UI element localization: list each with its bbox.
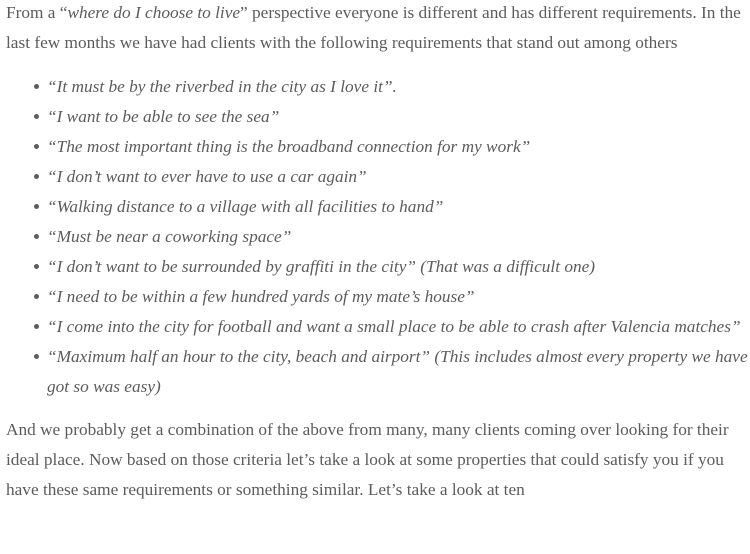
requirement-quote: “Must be near a coworking space” <box>47 227 292 246</box>
requirement-note: (That was a difficult one) <box>415 257 596 276</box>
requirement-quote: “I don’t want to ever have to use a car again” <box>47 167 367 186</box>
bullet-icon <box>34 234 39 239</box>
list-item <box>47 282 750 312</box>
list-item <box>47 162 750 192</box>
bullet-icon <box>34 174 39 179</box>
requirement-quote: “The most important thing is the broadband connection for my work” <box>47 137 531 156</box>
closing-paragraph: And we probably get a combination of the above from many, many clients coming over looking for their ideal place. Now based on those criteria let’s take a look at some properties that could satisfy you if you have these same requirements or something similar. Let’s take a look at ten <box>6 420 729 499</box>
list-item <box>47 192 750 222</box>
requirement-quote: “Maximum half an hour to the city, beach and airport” <box>47 347 431 366</box>
requirement-note: (This includes almost every property we have got so was easy) <box>47 347 748 396</box>
list-item <box>47 222 750 252</box>
bullet-icon <box>34 144 39 149</box>
bullet-icon <box>34 354 39 359</box>
requirement-quote: “Walking distance to a village with all facilities to hand” <box>47 197 444 216</box>
bullet-icon <box>34 204 39 209</box>
article-body <box>6 0 750 505</box>
list-item <box>47 132 750 162</box>
intro-emphasis: where do I choose to live <box>67 3 241 22</box>
requirement-quote: “I want to be able to see the sea” <box>47 107 280 126</box>
bullet-icon <box>34 264 39 269</box>
list-item <box>47 342 750 402</box>
requirement-quote: “I come into the city for football and want a small place to be able to crash after Valencia matches” <box>47 317 741 336</box>
list-item <box>47 252 750 282</box>
bullet-icon <box>34 84 39 89</box>
list-item <box>47 72 750 102</box>
requirement-quote: “I need to be within a few hundred yards of my mate’s house” <box>47 287 475 306</box>
list-item <box>47 312 750 342</box>
requirement-quote: “I don’t want to be surrounded by graffiti in the city” <box>47 257 416 276</box>
bullet-icon <box>34 294 39 299</box>
requirements-list <box>6 72 750 402</box>
intro-paragraph <box>6 0 743 58</box>
bullet-icon <box>34 324 39 329</box>
requirement-quote: “It must be by the riverbed in the city as I love it”. <box>47 77 397 96</box>
bullet-icon <box>34 114 39 119</box>
list-item <box>47 102 750 132</box>
intro-text-start: From a “ <box>6 3 68 22</box>
intro-text-end: ” perspective everyone is different and has different requirements. In the last few months we have had clients with the following requirements that stand out among others <box>6 3 741 52</box>
